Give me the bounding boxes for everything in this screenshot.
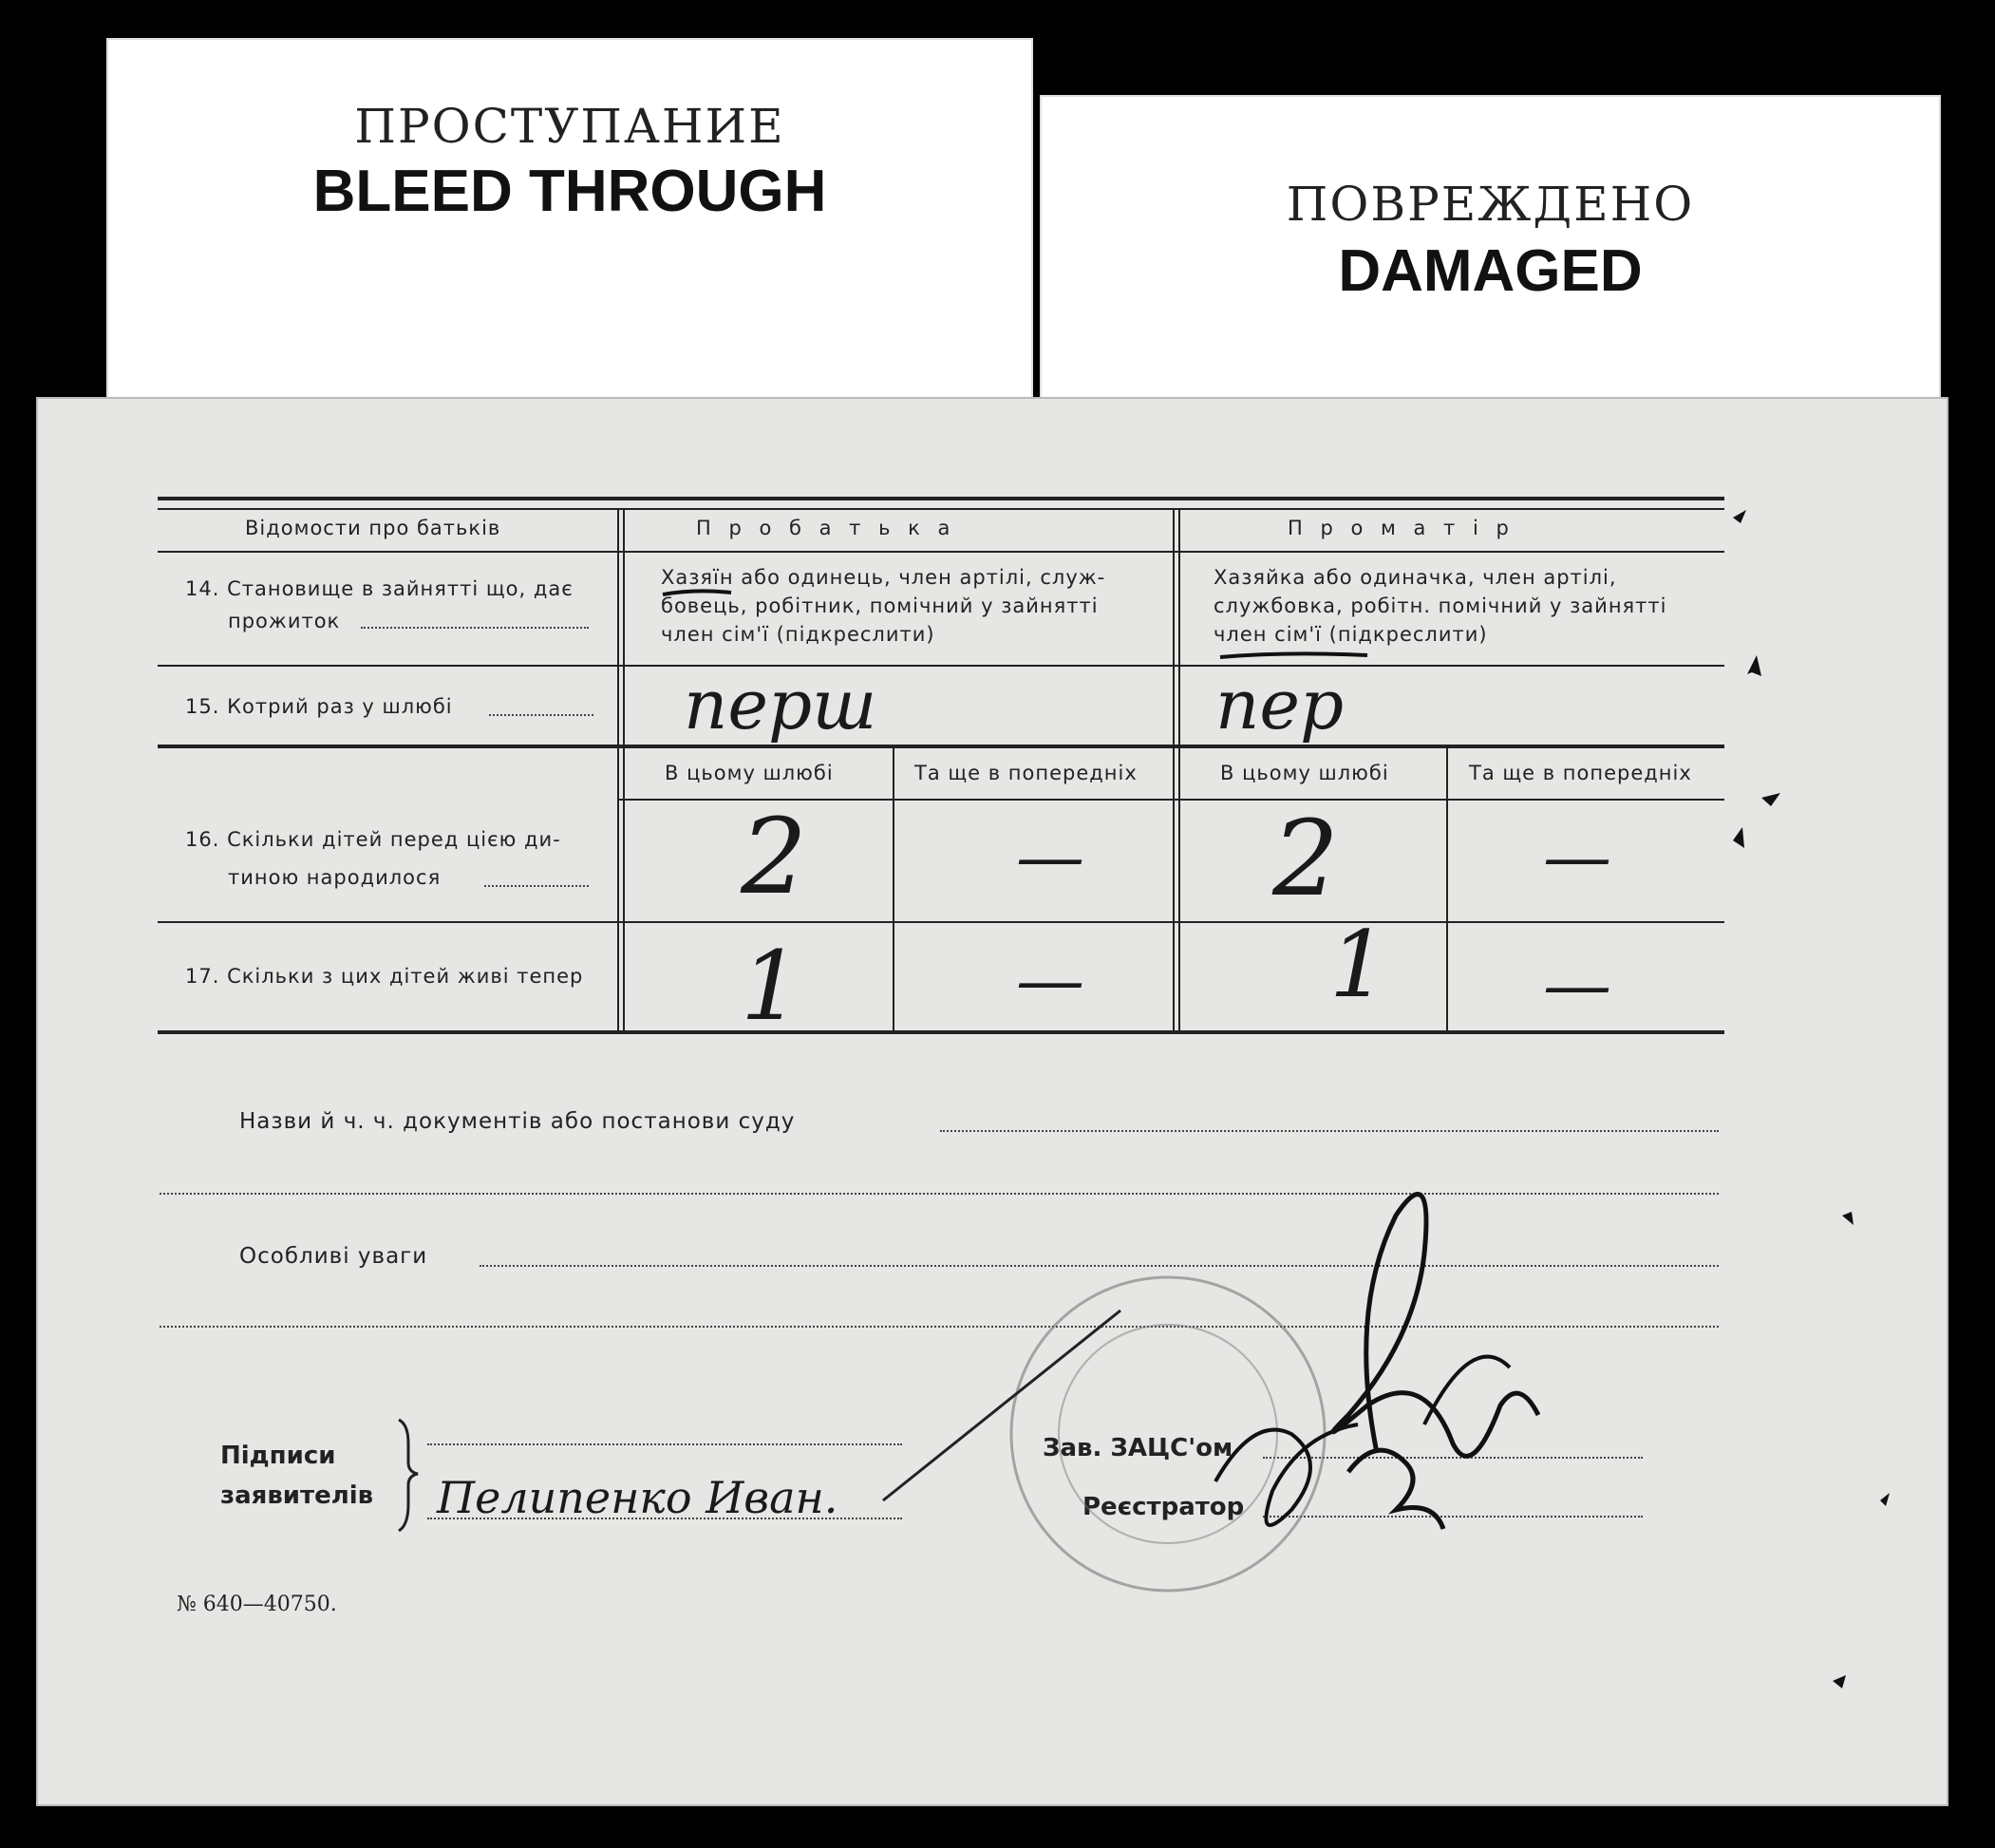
form-number: № 640—40750. [177,1593,337,1616]
row17-father-this: 1 [741,931,801,1042]
bleed-through-ru: ПРОСТУПАНИЕ [354,99,785,154]
col-divider-1 [617,510,619,1032]
row15-mother-handwritten: пер [1215,665,1345,745]
row14-father-line2: бовець, робітник, помічний у зайнятті [661,594,1099,617]
table-top-rule [158,497,1724,500]
row15-father-handwritten: перш [684,665,877,745]
applicant-signature-line-2 [427,1518,902,1519]
row14-mother-line1: Хазяйка або одиначка, член артілі, [1214,566,1617,589]
applicant-handwritten-name: Пелипенко Иван. [437,1472,838,1523]
remarks-label: Особливі уваги [239,1244,428,1269]
applicants-signatures-label: Підписи [220,1442,336,1470]
row14-mother-line3: член сім'ї (підкреслити) [1214,623,1488,646]
row17-mother-this: 1 [1329,912,1388,1018]
row15-label: 15. Котрий раз у шлюбі [185,695,453,718]
col-divider-mother [1446,748,1448,1031]
brace-decoration [389,1415,427,1538]
damaged-tag [1040,95,1941,408]
subheader-father-prev: Та ще в попередніх [914,762,1138,784]
header-about-mother: П р о м а т і р [1288,517,1515,539]
row16-label: 16. Скільки дітей перед цією ди- [185,828,561,851]
row14-underline-marks [655,560,1187,674]
row17-label: 17. Скільки з цих дітей живі тепер [185,965,584,988]
row16-dots [484,885,589,887]
subheader-mother-this: В цьому шлюбі [1220,762,1389,784]
row16-father-this: 2 [741,796,807,917]
damaged-en: DAMAGED [1338,238,1643,304]
header-bottom-rule [158,551,1724,553]
row17-father-prev: — [1016,940,1084,1020]
col-divider-1b [623,510,625,1032]
row17-mother-prev: — [1543,945,1611,1025]
row14-mother-line2: службовка, робітн. помічний у зайнятті [1214,594,1667,617]
subheader-mother-prev: Та ще в попередніх [1469,762,1692,784]
row16-mother-prev: — [1543,817,1611,896]
row14-dots [361,627,589,629]
row16-bottom-rule [158,921,1724,923]
row14-label: 14. Становище в зайнятті що, дає [185,577,574,600]
damaged-ru: ПОВРЕЖДЕНО [1286,177,1695,232]
row14-father-line3: член сім'ї (підкреслити) [661,623,935,646]
table-top-rule-thin [158,508,1724,510]
zags-head-label: Зав. ЗАЦС'ом [1043,1434,1233,1462]
subheader-father-this: В цьому шлюбі [665,762,834,784]
header-info-about-parents: Відомости про батьків [245,517,501,539]
bleed-through-tag [106,38,1033,410]
bleed-through-en: BLEED THROUGH [312,159,827,224]
row15-dots [489,714,593,716]
form-sheet [38,399,1947,1804]
row16-label-2: тиною народилося [228,866,442,889]
punch-holes-decoration [1728,494,1918,1728]
stamp-and-signature-drawing [874,1140,1728,1614]
table-bottom-rule [158,1030,1724,1034]
applicants-signatures-label-2: заявителів [220,1481,374,1510]
row14-father-line1: Хазяїн або одинець, член артілі, служ- [661,566,1106,589]
documents-label: Назви й ч. ч. документів або постанови суду [239,1109,796,1134]
row16-mother-this: 2 [1272,798,1339,919]
header-about-father: П р о б а т ь к а [696,517,956,539]
applicant-signature-line-1 [427,1443,902,1445]
registrar-label: Реєстратор [1082,1493,1245,1521]
row15-bottom-rule [158,745,1724,748]
col-divider-father [893,748,894,1031]
row14-label-2: прожиток [228,610,341,632]
row16-father-prev: — [1016,817,1084,896]
documents-line [940,1130,1719,1132]
